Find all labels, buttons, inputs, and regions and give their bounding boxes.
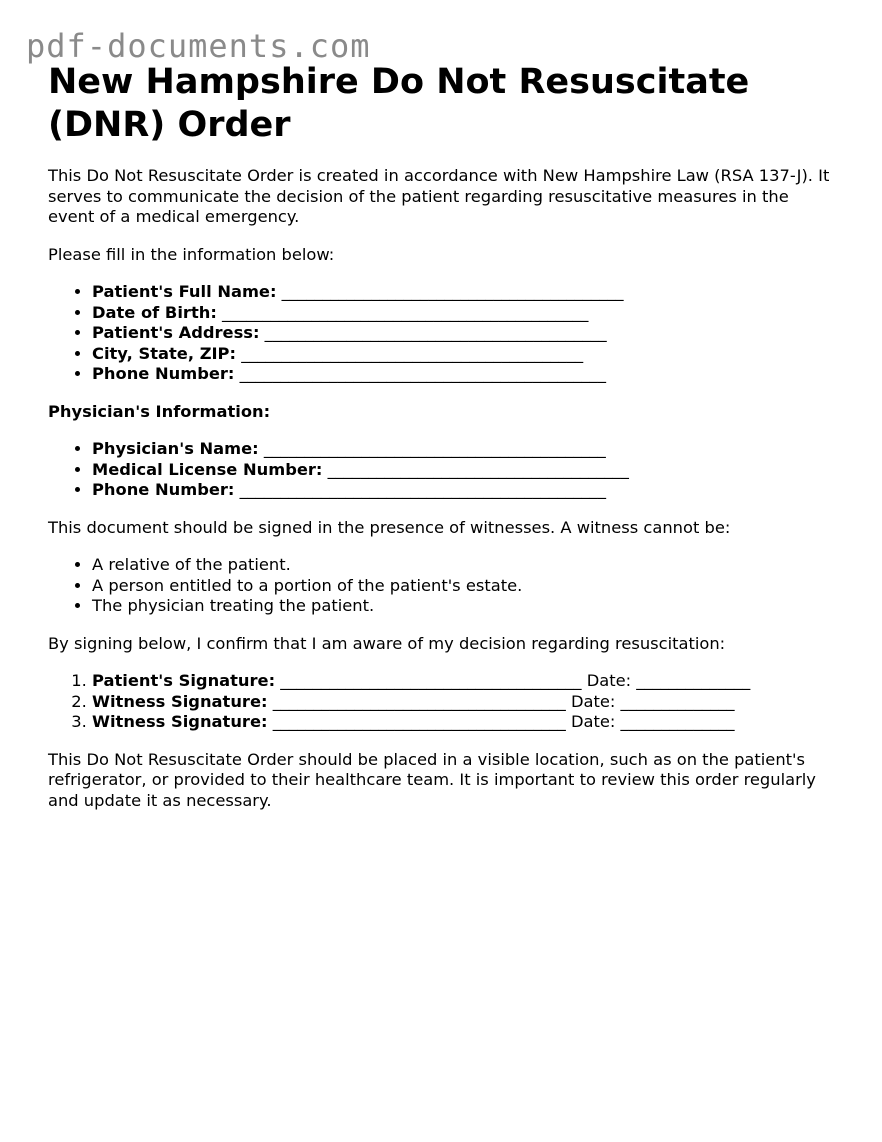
physician-name-blank-line[interactable]: __________________________________________ bbox=[263, 439, 606, 458]
signature-label: Witness Signature: bbox=[92, 691, 268, 711]
signature-blank-line[interactable]: _____________________________________ bbox=[280, 671, 582, 690]
physician-heading: Physician's Information: bbox=[48, 401, 271, 421]
phone-blank-line[interactable]: _____________________________________________ bbox=[239, 364, 606, 383]
date-blank-line[interactable]: ______________ bbox=[620, 691, 735, 711]
city-blank-line[interactable]: __________________________________________ bbox=[241, 343, 584, 363]
name-blank-line[interactable]: __________________________________________ bbox=[281, 282, 624, 301]
signature-row-patient bbox=[92, 671, 838, 692]
field-label: Patient's Full Name: bbox=[92, 282, 277, 301]
date-blank-line[interactable]: ______________ bbox=[620, 712, 735, 731]
patient-field-phone bbox=[92, 364, 838, 385]
witness-intro: This document should be signed in the presence of witnesses. A witness cannot be: bbox=[48, 517, 731, 537]
date-label: Date: bbox=[586, 671, 632, 690]
signature-row-witness-1 bbox=[92, 692, 838, 713]
patient-field-address bbox=[92, 323, 838, 344]
physician-field-name bbox=[92, 439, 838, 460]
fill-prompt: Please fill in the information below: bbox=[48, 244, 335, 264]
patient-info-list bbox=[48, 282, 838, 385]
physician-field-phone bbox=[92, 480, 838, 501]
signature-blank-line[interactable]: ____________________________________ bbox=[272, 712, 566, 731]
patient-field-full-name bbox=[92, 282, 838, 303]
list-item: • A relative of the patient. bbox=[92, 555, 838, 576]
field-label: Date of Birth: bbox=[92, 302, 217, 322]
signature-row-witness-2 bbox=[92, 712, 838, 733]
license-blank-line[interactable]: _____________________________________ bbox=[327, 459, 629, 479]
date-blank-line[interactable]: ______________ bbox=[636, 671, 751, 690]
signature-label: Witness Signature: bbox=[92, 712, 268, 731]
date-label: Date: bbox=[570, 712, 616, 731]
confirm-text: By signing below, I confirm that I am aware of my decision regarding resuscitation: bbox=[48, 633, 726, 653]
physician-phone-blank-line[interactable]: _____________________________________________ bbox=[239, 480, 606, 499]
signature-blank-line[interactable]: ____________________________________ bbox=[272, 691, 566, 711]
patient-field-city-state-zip bbox=[92, 344, 838, 365]
field-label: City, State, ZIP: bbox=[92, 343, 236, 363]
page-title: New Hampshire Do Not Resuscitate (DNR) Order bbox=[48, 62, 750, 145]
signature-label: Patient's Signature: bbox=[92, 671, 276, 690]
field-label: Phone Number: bbox=[92, 480, 235, 499]
patient-field-date-of-birth bbox=[92, 303, 838, 324]
date-label: Date: bbox=[570, 691, 616, 711]
document-body bbox=[48, 61, 838, 828]
physician-field-license bbox=[92, 460, 838, 481]
watermark: pdf-documents.com bbox=[26, 27, 371, 65]
field-label: Patient's Address: bbox=[92, 323, 260, 342]
dob-blank-line[interactable]: _____________________________________________ bbox=[222, 302, 589, 322]
field-label: Phone Number: bbox=[92, 364, 235, 383]
list-item: • A person entitled to a portion of the patient's estate. bbox=[92, 576, 838, 597]
signature-list bbox=[48, 671, 838, 733]
intro-paragraph: This Do Not Resuscitate Order is created in accordance with New Hampshire Law (RSA 137-J). It serves to communicate the decision of the patient regarding resuscitative measures in the event of a medical emergency. bbox=[48, 166, 830, 226]
field-label: Medical License Number: bbox=[92, 459, 323, 479]
physician-info-list bbox=[48, 439, 838, 501]
closing-paragraph: This Do Not Resuscitate Order should be placed in a visible location, such as on the patient's refrigerator, or provided to their healthcare team. It is important to review this order regularly and update it as necessary. bbox=[48, 749, 816, 810]
list-item: • The physician treating the patient. bbox=[92, 596, 838, 617]
field-label: Physician's Name: bbox=[92, 439, 259, 458]
address-blank-line[interactable]: __________________________________________ bbox=[264, 323, 607, 342]
witness-restrictions-list bbox=[48, 555, 838, 617]
